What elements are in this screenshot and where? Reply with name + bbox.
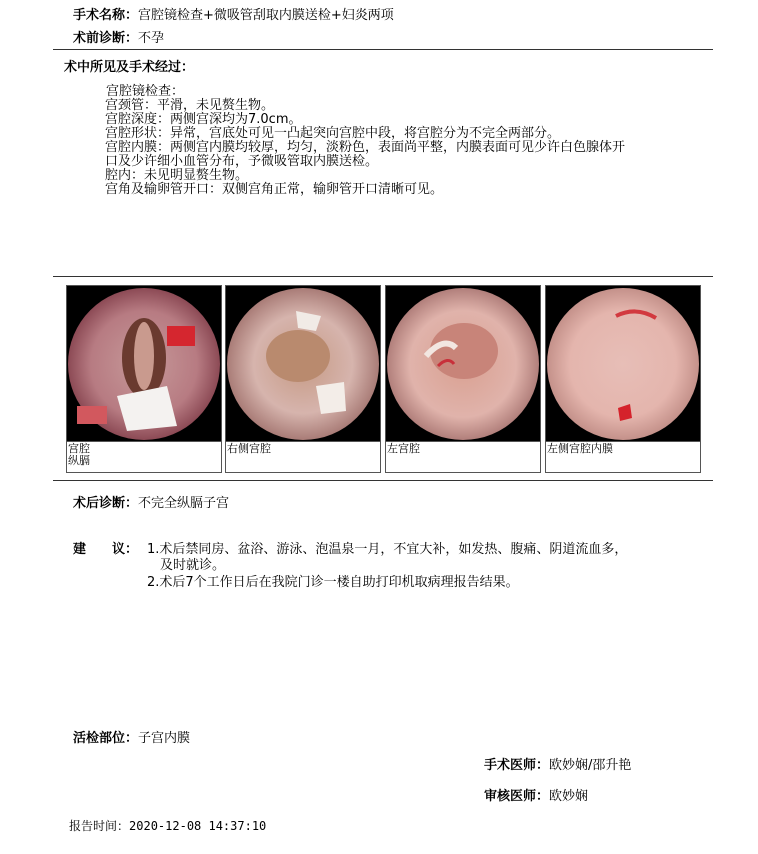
caption-left-endometrium: 左侧宫腔内膜 xyxy=(547,442,613,455)
divider-3 xyxy=(53,480,713,481)
findings-line: 宫腔形状：异常，宫底处可见一凸起突向宫腔中段，将宫腔分为不完全两部分。 xyxy=(105,126,561,141)
biopsy-value: 子宫内膜 xyxy=(138,731,191,746)
surgeon-label: 手术医师： xyxy=(484,758,550,773)
photo-1-caption xyxy=(67,441,221,472)
report-time-row xyxy=(69,817,266,834)
advice-line: 1.术后禁同房、盆浴、游泳、泡温泉一月，不宜大补，如发热、腹痛、阴道流血多， xyxy=(147,542,628,557)
photo-1 xyxy=(66,285,222,473)
reviewer-label: 审核医师： xyxy=(484,789,550,804)
findings-line: 宫颈管：平滑，未见赘生物。 xyxy=(105,98,275,113)
findings-line: 宫腔镜检查： xyxy=(106,84,185,99)
photo-4 xyxy=(545,285,701,473)
endoscopy-image-left-cavity xyxy=(386,286,540,441)
endoscopy-image-left-endometrium xyxy=(546,286,700,441)
findings-line: 腔内：未见明显赘生物。 xyxy=(105,168,249,183)
reviewer-value: 欧妙娴 xyxy=(549,789,589,804)
findings-line: 口及少许细小血管分布，予微吸管取内膜送检。 xyxy=(105,154,379,169)
findings-line: 宫腔内膜：两侧宫内膜均较厚，均匀，淡粉色，表面尚平整，内膜表面可见少许白色腺体开 xyxy=(105,140,626,155)
report-time-label: 报告时间： xyxy=(69,819,130,833)
photo-2-caption xyxy=(226,441,380,472)
divider-2 xyxy=(53,276,713,277)
procedure-row xyxy=(73,4,394,23)
reviewer-row xyxy=(484,785,588,804)
photo-4-caption xyxy=(546,441,700,472)
findings-line: 宫角及输卵管开口：双侧宫角正常，输卵管开口清晰可见。 xyxy=(105,182,444,197)
divider-1 xyxy=(53,49,713,50)
surgeon-value: 欧妙娴/邵升艳 xyxy=(549,758,632,773)
advice-line: 2.术后7个工作日后在我院门诊一楼自助打印机取病理报告结果。 xyxy=(147,575,519,590)
report-time-value: 2020-12-08 14:37:10 xyxy=(129,819,267,833)
endoscopy-image-right-cavity xyxy=(226,286,380,441)
postop-value: 不完全纵膈子宫 xyxy=(138,496,230,511)
advice-line: 及时就诊。 xyxy=(147,558,226,573)
procedure-label: 手术名称： xyxy=(73,8,139,23)
photo-2 xyxy=(225,285,381,473)
advice-label: 建 议： xyxy=(73,542,139,557)
preop-diagnosis-value: 不孕 xyxy=(138,31,165,46)
biopsy-label: 活检部位： xyxy=(73,731,139,746)
preop-diagnosis-row xyxy=(73,27,164,46)
photo-3-caption xyxy=(386,441,540,472)
photo-3 xyxy=(385,285,541,473)
biopsy-row xyxy=(73,727,190,746)
procedure-value: 宫腔镜检查+微吸管刮取内膜送检+妇炎两项 xyxy=(138,8,394,23)
preop-diagnosis-label: 术前诊断： xyxy=(73,31,139,46)
endoscopy-image-septum xyxy=(67,286,221,441)
caption-septum: 宫腔 纵膈 xyxy=(68,442,90,467)
postop-label: 术后诊断： xyxy=(73,496,139,511)
findings-label: 术中所见及手术经过： xyxy=(64,60,195,75)
surgeon-row xyxy=(484,754,631,773)
findings-line: 宫腔深度：两侧宫深均为7.0cm。 xyxy=(105,112,302,127)
postop-row xyxy=(73,492,229,511)
caption-right-cavity: 右侧宫腔 xyxy=(227,442,271,455)
caption-left-cavity: 左宫腔 xyxy=(387,442,420,455)
